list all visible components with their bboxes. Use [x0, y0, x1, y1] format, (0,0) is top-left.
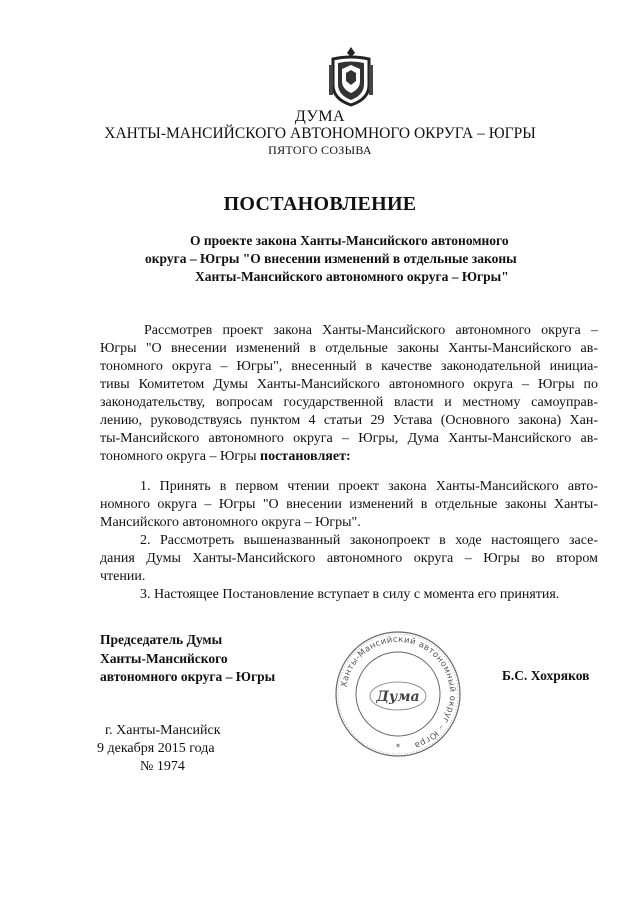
item-2-line: 2. Рассмотреть вышеназванный законопроект в ходе настоящего засе-	[140, 533, 598, 548]
org-name: ДУМА	[294, 108, 346, 125]
preamble-text: тономного округа – Югры	[100, 449, 261, 464]
subject-line: О проекте закона Ханты-Мансийского автономного	[190, 233, 509, 248]
item-1-line: номного округа – Югры "О внесении изменений в отдельные законы Ханты-	[100, 497, 598, 512]
preamble-line: лению, руководствуясь пунктом 4 статьи 29 Устава (Основного закона) Хан-	[100, 413, 598, 428]
signatory-name: Б.С. Хохряков	[502, 668, 590, 683]
document-type: ПОСТАНОВЛЕНИЕ	[223, 193, 417, 215]
signatory-title: Председатель Думы	[100, 632, 223, 647]
item-2-line: чтении.	[100, 569, 146, 584]
subject-line: округа – Югры "О внесении изменений в отдельные законы	[145, 251, 517, 266]
item-3-line: 3. Настоящее Постановление вступает в силу с момента его принятия.	[140, 587, 560, 602]
preamble-line: тономного округа – Югры", внесенный в качестве законодательной инициа-	[100, 359, 598, 374]
preamble-line: тивы Комитетом Думы Ханты-Мансийского автономного округа – Югры по	[100, 377, 598, 392]
preamble-line: Рассмотрев проект закона Ханты-Мансийского автономного округа –	[144, 323, 598, 338]
signatory-title: Ханты-Мансийского	[100, 651, 228, 666]
signatory-title: автономного округа – Югры	[100, 669, 276, 684]
okrug-name: ХАНТЫ-МАНСИЙСКОГО АВТОНОМНОГО ОКРУГА – ЮГРЫ	[104, 125, 536, 142]
preamble-line: Югры "О внесении изменений в отдельные законы Ханты-Мансийского ав-	[100, 341, 598, 356]
place: г. Ханты-Мансийск	[105, 723, 221, 738]
convocation: ПЯТОГО СОЗЫВА	[268, 143, 372, 157]
seal-ring-text: Ханты-Мансийский автономный округ – Югра	[339, 634, 458, 751]
resolves-keyword: постановляет:	[260, 449, 351, 464]
subject-line: Ханты-Мансийского автономного округа – Югры"	[195, 269, 509, 284]
preamble-line: законодательству, вопросам государственной власти и местному самоуправ-	[100, 395, 598, 410]
official-seal	[330, 630, 466, 758]
preamble-line: ты-Мансийского автономного округа – Югры, Дума Ханты-Мансийского ав-	[100, 431, 598, 446]
item-1-line: Мансийского автономного округа – Югры".	[100, 515, 361, 530]
seal-center-text: Дума	[376, 689, 420, 705]
svg-text:✶: ✶	[395, 742, 401, 750]
coat-of-arms-icon	[327, 45, 375, 107]
preamble-last-line	[100, 448, 598, 466]
item-1-line: 1. Принять в первом чтении проект закона Ханты-Мансийского авто-	[140, 479, 598, 494]
item-2-line: дания Думы Ханты-Мансийского автономного округа – Югры во втором	[100, 551, 598, 566]
doc-number: № 1974	[140, 759, 185, 774]
date: 9 декабря 2015 года	[97, 741, 215, 756]
